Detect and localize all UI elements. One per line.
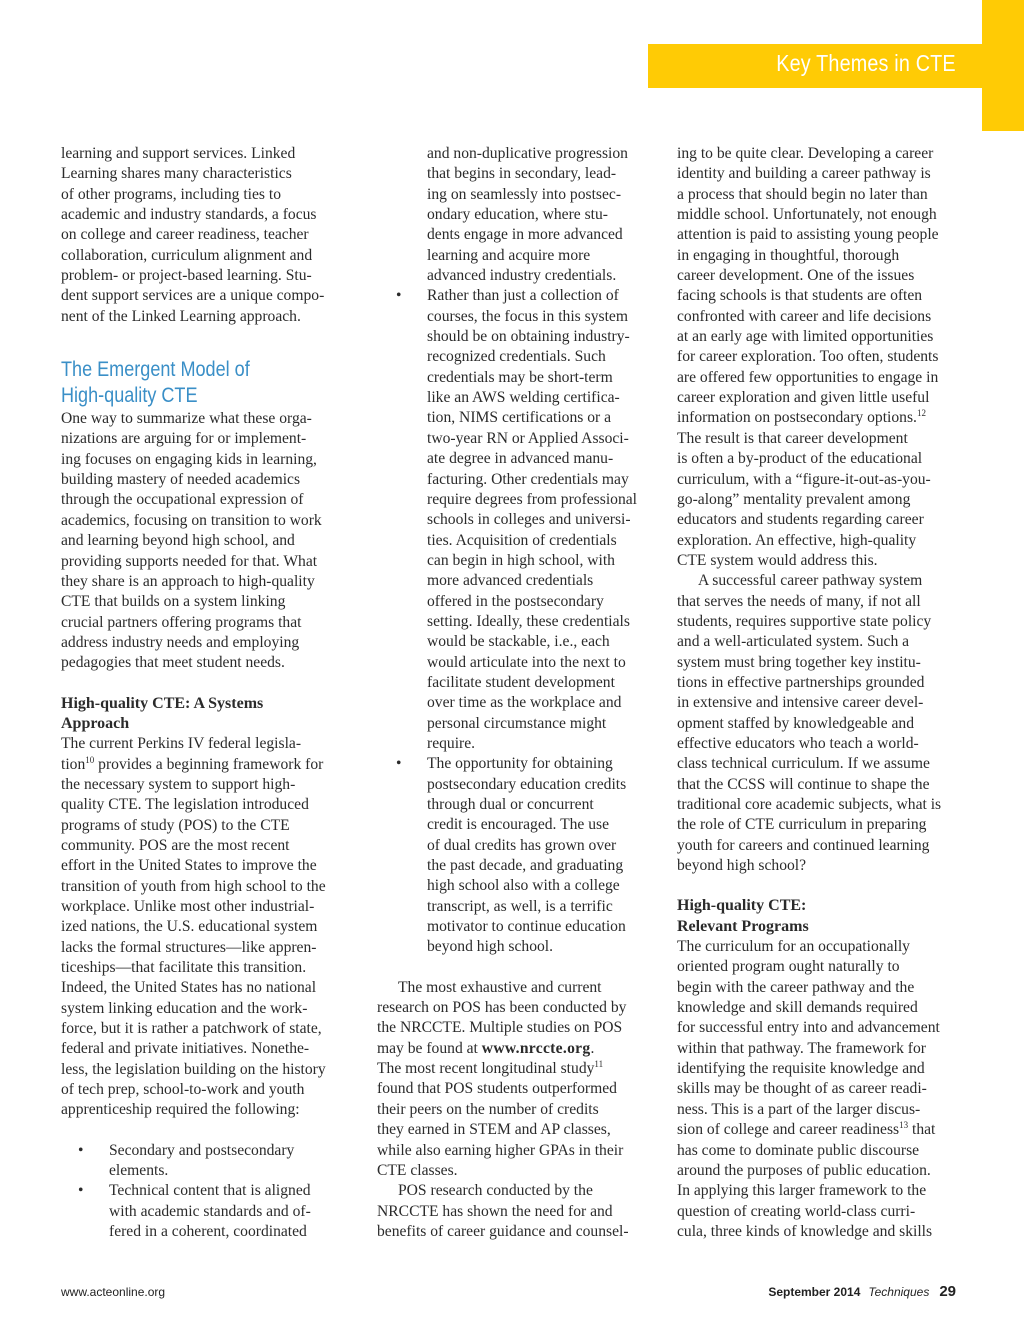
text-fragment: . bbox=[590, 1039, 595, 1057]
footnote-ref: 10 bbox=[85, 754, 95, 765]
curriculum-paragraph bbox=[677, 937, 959, 1242]
text-line: Secondary and postsecondary bbox=[109, 1141, 295, 1159]
text-line: require degrees from professional bbox=[427, 490, 637, 508]
text-line: around the purposes of public education. bbox=[677, 1161, 931, 1179]
text-line: courses, the focus in this system bbox=[427, 307, 628, 325]
text-line: of other programs, including ties to bbox=[61, 185, 282, 203]
bullet-item bbox=[78, 1141, 343, 1182]
text-line: personal circumstance might bbox=[427, 714, 607, 732]
text-line: career development. One of the issues bbox=[677, 267, 915, 285]
footer-url[interactable]: www.acteonline.org bbox=[61, 1285, 166, 1299]
text-line: youth for careers and continued learning bbox=[677, 836, 930, 854]
text-line: schools in colleges and universi- bbox=[427, 511, 631, 529]
text-line: ties. Acquisition of credentials bbox=[427, 531, 617, 549]
footnote-ref: 13 bbox=[899, 1119, 909, 1130]
text-line: has come to dominate public discourse bbox=[677, 1141, 920, 1159]
column-2 bbox=[377, 144, 647, 1242]
text-line: lacks the formal structures—like appren- bbox=[61, 938, 317, 956]
text-line: system linking education and the work- bbox=[61, 999, 308, 1017]
text-line: transcript, as well, is a terrific bbox=[427, 897, 613, 915]
text-line: is often a by-product of the educational bbox=[677, 450, 923, 468]
pos-paragraph bbox=[377, 978, 647, 1181]
text-line: curriculum, with a “figure-it-out-as-you- bbox=[677, 470, 931, 488]
perkins-paragraph bbox=[61, 734, 343, 1121]
text-line bbox=[377, 1060, 603, 1077]
subheading-line: High-quality CTE: A Systems bbox=[61, 694, 264, 712]
bullet-marker: • bbox=[78, 1141, 84, 1159]
text-line: programs of study (POS) to the CTE bbox=[61, 816, 290, 834]
text-line: are offered few opportunities to engage in bbox=[677, 368, 939, 386]
text-fragment: The most recent longitudinal study bbox=[377, 1060, 595, 1078]
text-line: POS research conducted by the bbox=[398, 1182, 593, 1200]
nrccte-link[interactable]: www.nrccte.org bbox=[481, 1039, 591, 1057]
text-line: NRCCTE has shown the need for and bbox=[377, 1202, 613, 1220]
text-line: through dual or concurrent bbox=[427, 796, 594, 813]
subheading-line: High-quality CTE: bbox=[677, 897, 807, 915]
spacer bbox=[61, 674, 343, 694]
text-line: The current Perkins IV federal legisla- bbox=[61, 735, 302, 753]
spacer bbox=[61, 1121, 343, 1141]
subheading-line: Relevant Programs bbox=[677, 917, 809, 935]
text-line: Indeed, the United States has no national bbox=[61, 979, 317, 997]
section-heading bbox=[61, 357, 304, 409]
text-line: The most exhaustive and current bbox=[398, 978, 602, 996]
text-line: exploration. An effective, high-quality bbox=[677, 531, 917, 549]
text-fragment: tion bbox=[61, 755, 86, 773]
header-tab bbox=[982, 0, 1024, 131]
text-line: in extensive and intensive career devel- bbox=[677, 694, 924, 712]
text-line: would articulate into the next to bbox=[427, 653, 626, 671]
text-line: effort in the United States to improve the bbox=[61, 857, 317, 875]
text-line bbox=[677, 409, 926, 426]
text-line: and a well-articulated system. Such a bbox=[677, 633, 910, 651]
text-line: dents engage in more advanced bbox=[427, 226, 623, 244]
text-line bbox=[61, 756, 323, 773]
text-line: facilitate student development bbox=[427, 673, 615, 691]
text-line: cula, three kinds of knowledge and skills bbox=[677, 1222, 933, 1240]
text-line: can begin in high school, with bbox=[427, 551, 615, 569]
bullet-item bbox=[396, 754, 647, 957]
text-line: would be stackable, i.e., each bbox=[427, 633, 610, 651]
text-line: postsecondary education credits bbox=[427, 775, 627, 793]
text-line: One way to summarize what these orga- bbox=[61, 410, 312, 428]
text-line bbox=[377, 1040, 594, 1057]
text-line: The curriculum for an occupationally bbox=[677, 938, 910, 956]
text-line: at an early age with limited opportunities bbox=[677, 328, 934, 346]
text-line: nizations are arguing for or implement- bbox=[61, 430, 307, 448]
text-line: The result is that career development bbox=[677, 429, 908, 447]
text-line: career exploration and given little useful bbox=[677, 389, 930, 407]
text-line: over time as the workplace and bbox=[427, 694, 622, 712]
text-line: learning and acquire more bbox=[427, 246, 591, 264]
text-line: CTE classes. bbox=[377, 1161, 458, 1179]
text-line: academic and industry standards, a focus bbox=[61, 206, 317, 224]
text-line: ized nations, the U.S. educational system bbox=[61, 918, 318, 936]
text-line: ondary education, where stu- bbox=[427, 206, 608, 224]
bullet-marker: • bbox=[396, 287, 402, 305]
spacer bbox=[377, 958, 647, 978]
text-line: apprenticeship required the following: bbox=[61, 1101, 300, 1119]
text-line: knowledge and skill demands required bbox=[677, 999, 918, 1017]
text-line: setting. Ideally, these credentials bbox=[427, 612, 630, 630]
text-line: learning and support services. Linked bbox=[61, 145, 296, 162]
text-fragment: may be found at bbox=[377, 1039, 482, 1057]
text-line: CTE system would address this. bbox=[677, 551, 878, 569]
text-line: and learning beyond high school, and bbox=[61, 532, 295, 550]
text-line: CTE that builds on a system linking bbox=[61, 593, 286, 611]
text-line: credentials may be short-term bbox=[427, 368, 613, 386]
text-line: for career exploration. Too often, students bbox=[677, 348, 939, 366]
text-line: skills may be thought of as career readi- bbox=[677, 1080, 927, 1098]
column-1 bbox=[61, 144, 343, 1243]
bullet-item bbox=[396, 286, 647, 754]
text-line: of dual credits has grown over bbox=[427, 836, 617, 854]
text-line: and non-duplicative progression bbox=[427, 145, 628, 162]
text-line: benefits of career guidance and counsel- bbox=[377, 1222, 629, 1240]
bullet-marker: • bbox=[396, 755, 402, 773]
text-line: on college and career readiness, teacher bbox=[61, 226, 309, 244]
text-line: oriented program ought naturally to bbox=[677, 958, 900, 976]
text-line: in engaging in thoughtful, thorough bbox=[677, 246, 900, 264]
text-line: ing focuses on engaging kids in learning, bbox=[61, 450, 317, 468]
text-line: building mastery of needed academics bbox=[61, 471, 301, 489]
text-line: academics, focusing on transition to work bbox=[61, 511, 322, 529]
text-line: tions in effective partnerships grounded bbox=[677, 673, 925, 691]
footnote-ref: 12 bbox=[916, 408, 926, 419]
text-line: of tech prep, school-to-work and youth bbox=[61, 1081, 305, 1099]
text-line: quality CTE. The legislation introduced bbox=[61, 796, 309, 814]
text-line: through the occupational expression of bbox=[61, 491, 304, 509]
text-line: ing to be quite clear. Developing a career bbox=[677, 145, 934, 162]
subheading-line: Approach bbox=[61, 714, 130, 732]
text-line: like an AWS welding certifica- bbox=[427, 389, 620, 407]
bullet-item bbox=[78, 1181, 343, 1242]
text-line: the NRCCTE. Multiple studies on POS bbox=[377, 1019, 623, 1037]
text-line: ticeships—that facilitate this transition. bbox=[61, 959, 307, 977]
text-line: found that POS students outperformed bbox=[377, 1080, 617, 1098]
text-line: traditional core academic subjects, what is bbox=[677, 796, 942, 813]
text-line: effective educators who teach a world- bbox=[677, 734, 919, 752]
text-line: motivator to continue education bbox=[427, 918, 626, 936]
text-line: beyond high school. bbox=[427, 938, 554, 956]
text-line: should be on obtaining industry- bbox=[427, 328, 630, 346]
pathway-paragraph bbox=[677, 571, 959, 876]
text-line: their peers on the number of credits bbox=[377, 1100, 599, 1118]
text-line: elements. bbox=[109, 1162, 169, 1180]
text-line: address industry needs and employing bbox=[61, 633, 300, 651]
text-line: A successful career pathway system bbox=[698, 572, 923, 590]
text-line: facturing. Other credentials may bbox=[427, 470, 629, 488]
text-line: workplace. Unlike most other industrial- bbox=[61, 898, 315, 915]
column-3 bbox=[677, 144, 959, 1242]
text-line: they share is an approach to high-quality bbox=[61, 572, 315, 590]
spacer bbox=[677, 876, 959, 896]
text-line: dent support services are a unique compo- bbox=[61, 287, 325, 305]
text-line: educators and students regarding career bbox=[677, 511, 924, 529]
text-fragment: that bbox=[908, 1121, 936, 1139]
text-line: question of creating world-class curri- bbox=[677, 1202, 916, 1220]
text-line: the role of CTE curriculum in preparing bbox=[677, 816, 927, 834]
footnote-ref: 11 bbox=[594, 1058, 604, 1069]
text-line: two-year RN or Applied Associ- bbox=[427, 429, 629, 447]
bullet-continuation bbox=[427, 144, 647, 286]
text-line: Learning shares many characteristics bbox=[61, 165, 292, 183]
text-line: middle school. Unfortunately, not enough bbox=[677, 206, 937, 224]
magazine-name: Techniques bbox=[868, 1285, 930, 1299]
text-line: with academic standards and of- bbox=[109, 1202, 311, 1220]
subheading-systems bbox=[61, 694, 343, 735]
text-line: crucial partners offering programs that bbox=[61, 613, 302, 631]
text-line: Technical content that is aligned bbox=[109, 1182, 311, 1200]
text-line: require. bbox=[427, 734, 476, 752]
text-line: force, but it is rather a patchwork of state, bbox=[61, 1020, 322, 1038]
career-identity-paragraph bbox=[677, 144, 959, 571]
text-line: confronted with career and life decisions bbox=[677, 307, 932, 325]
text-line: the past decade, and graduating bbox=[427, 857, 624, 875]
text-line: class technical curriculum. If we assume bbox=[677, 755, 930, 773]
text-line: identity and building a career pathway is bbox=[677, 165, 931, 183]
text-line: The opportunity for obtaining bbox=[427, 755, 613, 773]
text-line: tion, NIMS certifications or a bbox=[427, 409, 612, 427]
text-line: for successful entry into and advancement bbox=[677, 1019, 940, 1037]
issue-date: September 2014 bbox=[768, 1285, 861, 1299]
text-line: Rather than just a collection of bbox=[427, 287, 619, 305]
text-line: pedagogies that meet student needs. bbox=[61, 654, 285, 672]
text-line: identifying the requisite knowledge and bbox=[677, 1060, 925, 1078]
text-line: research on POS has been conducted by bbox=[377, 999, 627, 1017]
text-line: students, requires supportive state policy bbox=[677, 612, 932, 630]
text-line: community. POS are the most recent bbox=[61, 836, 290, 854]
text-line bbox=[677, 1121, 935, 1138]
text-line: advanced industry credentials. bbox=[427, 267, 617, 285]
text-line: the necessary system to support high- bbox=[61, 775, 296, 793]
text-line: go-along” mentality prevalent among bbox=[677, 490, 911, 508]
page-number: 29 bbox=[939, 1283, 956, 1300]
section-title: Key Themes in CTE bbox=[776, 50, 956, 76]
text-line: credit is encouraged. The use bbox=[427, 816, 610, 834]
text-line: beyond high school? bbox=[677, 857, 807, 875]
text-line: ate degree in advanced manu- bbox=[427, 450, 614, 468]
text-fragment: information on postsecondary options. bbox=[677, 409, 917, 427]
section-heading-line: High-quality CTE bbox=[61, 384, 198, 408]
text-line: that begins in secondary, lead- bbox=[427, 165, 617, 183]
text-line: In applying this larger framework to the bbox=[677, 1182, 927, 1200]
text-line: high school also with a college bbox=[427, 877, 620, 895]
text-fragment: sion of college and career readiness bbox=[677, 1121, 900, 1139]
section-heading-line: The Emergent Model of bbox=[61, 358, 250, 382]
text-line: offered in the postsecondary bbox=[427, 592, 604, 610]
text-line: nent of the Linked Learning approach. bbox=[61, 307, 301, 325]
text-line: begin with the career pathway and the bbox=[677, 978, 915, 996]
text-line: problem- or project-based learning. Stu- bbox=[61, 267, 312, 285]
text-line: more advanced credentials bbox=[427, 572, 594, 590]
summary-paragraph bbox=[61, 409, 343, 673]
text-line: that serves the needs of many, if not all bbox=[677, 592, 921, 610]
text-line: that the CCSS will continue to shape the bbox=[677, 775, 930, 793]
text-line: less, the legislation building on the history bbox=[61, 1060, 326, 1078]
text-line: facing schools is that students are often bbox=[677, 287, 923, 305]
text-line: collaboration, curriculum alignment and bbox=[61, 246, 313, 264]
intro-paragraph bbox=[61, 144, 343, 327]
text-line: attention is paid to assisting young people bbox=[677, 226, 939, 244]
text-line: while also earning higher GPAs in their bbox=[377, 1141, 624, 1159]
text-line: system must bring together key institu- bbox=[677, 653, 921, 671]
subheading-relevant-programs bbox=[677, 896, 959, 937]
text-line: within that pathway. The framework for bbox=[677, 1039, 926, 1057]
text-line: ing on seamlessly into postsec- bbox=[427, 185, 622, 203]
text-line: they earned in STEM and AP classes, bbox=[377, 1121, 611, 1139]
text-line: federal and private initiatives. Nonethe- bbox=[61, 1040, 310, 1058]
text-line: recognized credentials. Such bbox=[427, 348, 606, 366]
text-line: opment staffed by knowledgeable and bbox=[677, 714, 915, 732]
text-fragment: provides a beginning framework for bbox=[94, 755, 324, 773]
text-line: fered in a coherent, coordinated bbox=[109, 1223, 307, 1241]
text-line: ness. This is a part of the larger discus- bbox=[677, 1100, 921, 1118]
text-line: transition of youth from high school to the bbox=[61, 877, 326, 895]
research-paragraph bbox=[377, 1181, 647, 1242]
footer-folio bbox=[768, 1283, 956, 1300]
text-line: a process that should begin no later than bbox=[677, 185, 928, 203]
bullet-marker: • bbox=[78, 1182, 84, 1200]
text-line: providing supports needed for that. What bbox=[61, 552, 318, 570]
